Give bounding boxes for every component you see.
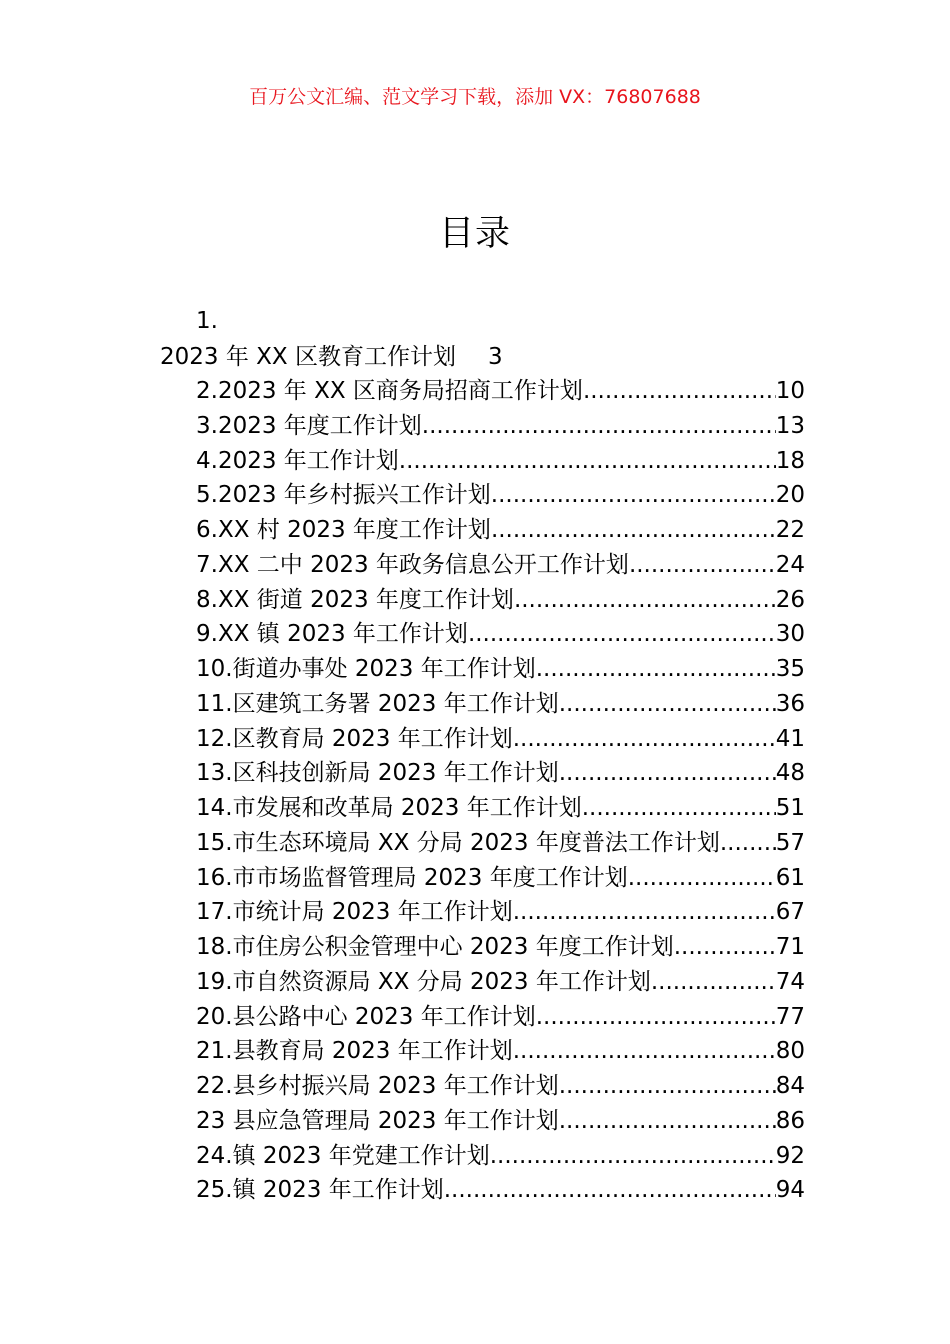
page-title: 目录 xyxy=(438,214,511,254)
dot-leader xyxy=(629,548,776,582)
toc-entry-4[interactable] xyxy=(196,444,805,478)
toc-entry-label: 7.XX 二中 2023 年政务信息公开工作计划 xyxy=(196,551,629,578)
toc-entry-10[interactable] xyxy=(196,652,805,686)
toc-entry-label: 6.XX 村 2023 年度工作计划 xyxy=(196,517,491,543)
toc-entry-9[interactable] xyxy=(196,617,805,651)
toc-entry-page: 26 xyxy=(775,586,805,613)
toc-entry-page: 84 xyxy=(775,1073,805,1099)
toc-entry-page: 3 xyxy=(487,344,503,370)
toc-entry-20[interactable] xyxy=(196,1000,805,1034)
dot-leader xyxy=(468,617,776,651)
toc-entry-label: 18.市住房公积金管理中心 2023 年度工作计划 xyxy=(196,934,674,960)
toc-entry-label: 12.区教育局 2023 年工作计划 xyxy=(196,725,513,752)
toc-entry-label: 11.区建筑工务署 2023 年工作计划 xyxy=(196,690,559,717)
toc-first-number: 1. xyxy=(196,308,218,334)
toc-entry-label: 19.市自然资源局 XX 分局 2023 年工作计划 xyxy=(196,968,651,995)
toc-entry-page: 35 xyxy=(775,656,805,682)
toc-entry-label: 15.市生态环境局 XX 分局 2023 年度普法工作计划 xyxy=(196,829,720,856)
toc-entry-page: 10 xyxy=(775,378,805,404)
toc-entry-page: 36 xyxy=(775,690,805,717)
dot-leader xyxy=(536,652,776,686)
dot-leader xyxy=(399,444,776,478)
dot-leader xyxy=(513,1034,776,1068)
toc-entry-page: 94 xyxy=(775,1177,805,1204)
toc-entry-page: 24 xyxy=(775,551,805,578)
dot-leader xyxy=(559,687,776,721)
toc-entry-page: 80 xyxy=(775,1038,805,1065)
toc-entry-19[interactable] xyxy=(196,965,805,999)
toc-entry-label: 13.区科技创新局 2023 年工作计划 xyxy=(196,760,559,787)
dot-leader xyxy=(628,861,776,895)
toc-entry-page: 74 xyxy=(775,968,805,995)
dot-leader xyxy=(513,722,776,756)
toc-entry-label: 10.街道办事处 2023 年工作计划 xyxy=(196,656,536,682)
toc-entry-page: 20 xyxy=(775,482,805,509)
toc-entry-page: 51 xyxy=(775,795,805,821)
toc-entry-page: 13 xyxy=(775,412,805,439)
toc-entry-page: 92 xyxy=(775,1142,805,1169)
toc-entry-11[interactable] xyxy=(196,687,805,721)
toc-entry-22[interactable] xyxy=(196,1069,805,1103)
toc-entry-page: 77 xyxy=(775,1003,805,1030)
toc-entry-page: 30 xyxy=(775,621,805,648)
toc-entry-12[interactable] xyxy=(196,722,805,756)
dot-leader xyxy=(513,895,776,929)
dot-leader xyxy=(444,1173,776,1207)
dot-leader xyxy=(582,791,776,825)
toc-entry-18[interactable] xyxy=(196,930,805,964)
toc-entry-label: 5.2023 年乡村振兴工作计划 xyxy=(196,482,491,509)
toc-entry-21[interactable] xyxy=(196,1034,805,1068)
toc-entry-label: 17.市统计局 2023 年工作计划 xyxy=(196,899,513,926)
toc-entry-15[interactable] xyxy=(196,826,805,860)
header-note: 百万公文汇编、范文学习下载，添加 VX：76807688 xyxy=(249,86,701,108)
toc-entry-label: 2.2023 年 XX 区商务局招商工作计划 xyxy=(196,378,583,404)
toc-entry-page: 41 xyxy=(775,725,805,752)
toc-entry-label: 25.镇 2023 年工作计划 xyxy=(196,1177,444,1204)
toc-entry-label: 8.XX 街道 2023 年度工作计划 xyxy=(196,586,514,613)
toc-entry-label: 22.县乡村振兴局 2023 年工作计划 xyxy=(196,1073,559,1099)
toc-entry-14[interactable] xyxy=(196,791,805,825)
toc-entry-7[interactable] xyxy=(196,548,805,582)
dot-leader xyxy=(559,756,776,790)
toc-entry-label: 16.市市场监督管理局 2023 年度工作计划 xyxy=(196,864,628,891)
toc-entry-24[interactable] xyxy=(196,1139,805,1173)
dot-leader xyxy=(490,1139,776,1173)
dot-leader xyxy=(491,513,776,547)
toc-entry-page: 67 xyxy=(775,899,805,926)
toc-entry-1[interactable] xyxy=(160,340,503,374)
toc-entry-label: 9.XX 镇 2023 年工作计划 xyxy=(196,621,468,648)
toc-entry-label: 20.县公路中心 2023 年工作计划 xyxy=(196,1003,536,1030)
dot-leader xyxy=(651,965,776,999)
toc-entry-label: 24.镇 2023 年党建工作计划 xyxy=(196,1142,490,1169)
toc-entry-label: 21.县教育局 2023 年工作计划 xyxy=(196,1038,513,1065)
toc-entry-page: 57 xyxy=(775,829,805,856)
toc-entry-6[interactable] xyxy=(196,513,805,547)
dot-leader xyxy=(583,374,776,408)
toc-entry-label: 2023 年 XX 区教育工作计划 xyxy=(160,344,456,370)
dot-leader xyxy=(514,583,776,617)
toc-entry-13[interactable] xyxy=(196,756,805,790)
toc-entry-23[interactable] xyxy=(196,1104,805,1138)
toc-entry-label: 14.市发展和改革局 2023 年工作计划 xyxy=(196,795,582,821)
dot-leader xyxy=(559,1104,776,1138)
toc-entry-page: 86 xyxy=(775,1107,805,1134)
toc-entry-page: 71 xyxy=(775,934,805,960)
toc-entry-page: 61 xyxy=(775,864,805,891)
toc-entry-8[interactable] xyxy=(196,583,805,617)
toc-entry-label: 4.2023 年工作计划 xyxy=(196,447,399,474)
toc-entry-17[interactable] xyxy=(196,895,805,929)
dot-leader xyxy=(536,1000,776,1034)
toc-entry-3[interactable] xyxy=(196,409,805,443)
toc-entry-page: 22 xyxy=(775,517,805,543)
toc-entry-label: 23 县应急管理局 2023 年工作计划 xyxy=(196,1107,559,1134)
toc-entry-label: 3.2023 年度工作计划 xyxy=(196,412,422,439)
toc-entry-5[interactable] xyxy=(196,478,805,512)
toc-entry-16[interactable] xyxy=(196,861,805,895)
dot-leader xyxy=(491,478,776,512)
toc-entry-2[interactable] xyxy=(196,374,805,408)
dot-leader xyxy=(720,826,776,860)
dot-leader xyxy=(422,409,776,443)
dot-leader xyxy=(674,930,776,964)
dot-leader xyxy=(559,1069,776,1103)
toc-entry-page: 48 xyxy=(775,760,805,787)
toc-entry-page: 18 xyxy=(775,447,805,474)
toc-entry-25[interactable] xyxy=(196,1173,805,1207)
